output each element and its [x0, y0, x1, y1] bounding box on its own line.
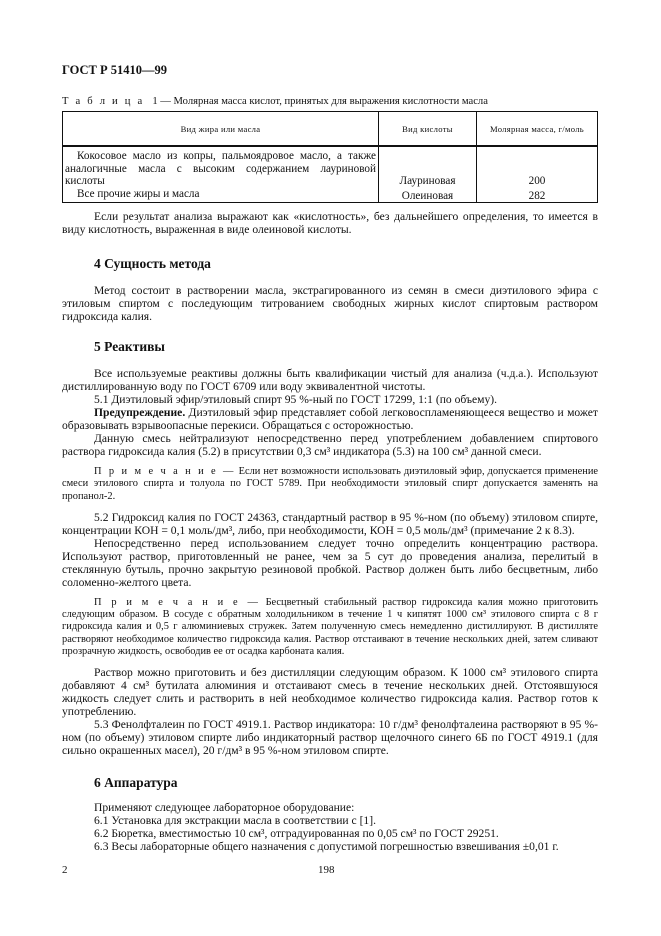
apparatus-intro: Применяют следующее лабораторное оборудование:	[94, 801, 355, 815]
paragraph-acidity: Если результат анализа выражают как «кислотность», без дальнейшего определения, то имеется в виду кислотность, выраженная в виде олеиновой кислоты.	[62, 210, 598, 236]
cell-fat: Все прочие жиры и масла	[63, 188, 379, 203]
page-number-left: 2	[62, 864, 68, 877]
note-label: П р и м е ч а н и е —	[94, 466, 236, 477]
clause-5-2: 5.2 Гидроксид калия по ГОСТ 24363, стандартный раствор в 95 %-ном (по объему) этиловом спирте, концентрации КОН = 0,1 моль/дм³, либо, при необходимости, КОН = 0,5 моль/дм³ (примечание 2 к 8.3).	[62, 510, 598, 537]
cell-acid: Лауриновая	[379, 146, 477, 188]
clause-5-1: 5.1 Диэтиловый эфир/этиловый спирт 95 %-ный по ГОСТ 17299, 1:1 (по объему).	[94, 393, 498, 406]
col-header-fat: Вид жира или масла	[63, 112, 379, 147]
table-row	[63, 146, 598, 188]
document-header: ГОСТ Р 51410—99	[62, 63, 168, 77]
paragraph-no-distillation: Раствор можно приготовить и без дистилляции следующим образом. К 1000 см³ этилового спирта добавляют 4 см³ бутилата алюминия и отстаивают смесь в течение нескольких дней. Отстоявшуюся жидкость следует слить и растворить в ней необходимое количество гидроксида калия. Раствор готов к употреблению.	[62, 666, 598, 719]
cell-mass: 282	[477, 188, 598, 203]
table-caption-text: 1 — Молярная масса кислот, принятых для выражения кислотности масла	[152, 96, 488, 107]
clause-6-3: 6.3 Весы лабораторные общего назначения с допустимой погрешностью взвешивания ±0,01 г.	[94, 840, 559, 854]
table-caption	[62, 95, 598, 108]
warning-paragraph	[62, 406, 598, 432]
note-2	[62, 597, 598, 658]
cell-fat: Кокосовое масло из копры, пальмоядровое масло, а также аналогичные масла с высоким содержанием лауриновой кислоты	[63, 146, 379, 188]
note-label: П р и м е ч а н и е —	[94, 596, 261, 608]
table-caption-prefix: Т а б л и ц а	[62, 96, 145, 107]
col-header-acid: Вид кислоты	[379, 112, 477, 147]
note-text: Если нет возможности использовать диэтиловый эфир, допускается применение смеси этилового спирта и толуола по ГОСТ 5789. При необходимости этиловый спирт допускается заменять на пропанол-2.	[62, 466, 598, 502]
cell-mass: 200	[477, 146, 598, 188]
clause-5-3: 5.3 Фенолфталеин по ГОСТ 4919.1. Раствор индикатора: 10 г/дм³ фенолфталеина растворяют в 95 %-ном (по объему) этиловом спирте либо индикаторный раствор щелочного синего 6Б по ГОСТ 4919.1 (для сильно окрашенных масел), 20 г/дм³ в 95 %-ном этиловом спирте.	[62, 718, 598, 758]
col-header-mass: Молярная масса, г/моль	[477, 112, 598, 147]
section-5-heading: 5 Реактивы	[94, 339, 165, 354]
clause-6-1: 6.1 Установка для экстракции масла в соответствии с [1].	[94, 814, 376, 828]
warning-text: Диэтиловый эфир представляет собой легковоспламеняющееся вещество и может образовывать взрывоопасные перекиси. Обращаться с осторожностью.	[62, 406, 598, 432]
note-1	[62, 466, 598, 503]
clause-5-2-continued: Непосредственно перед использованием следует точно определить концентрацию раствора. Используют раствор, приготовленный не ранее, чем за 5 сут до проведения анализа, перелитый в стеклянную бутыль, прочно закрытую резиновой пробкой. Раствор должен быть либо бесцветным, либо соломенно-желтого цвета.	[62, 536, 598, 589]
table-row	[63, 188, 598, 203]
section-4-heading: 4 Сущность метода	[94, 256, 211, 271]
cell-acid: Олеиновая	[379, 188, 477, 203]
warning-label: Предупреждение.	[94, 406, 186, 419]
neutralization-paragraph: Данную смесь нейтрализуют непосредственно перед употреблением добавлением спиртового раствора гидроксида калия (5.2) в присутствии 0,3 см³ индикатора (5.3) на 100 см³ данной смеси.	[62, 432, 598, 458]
section-5-intro: Все используемые реактивы должны быть квалификации чистый для анализа (ч.д.а.). Используют дистиллированную воду по ГОСТ 6709 или воду эквивалентной чистоты.	[62, 367, 598, 393]
clause-6-2: 6.2 Бюретка, вместимостью 10 см³, отградуированная по 0,05 см³ по ГОСТ 29251.	[94, 827, 499, 841]
section-6-heading: 6 Аппаратура	[94, 775, 178, 791]
molar-mass-table	[62, 111, 598, 203]
page-number-center: 198	[318, 864, 335, 877]
table-header-row	[63, 112, 598, 147]
note-text: Бесцветный стабильный раствор гидроксида калия можно приготовить следующим образом. В сосуде с обратным холодильником в течение 1 ч кипятят 1000 см³ этилового спирта с 8 г гидроксида калия и 0,5 г алюминиевых стружек. Затем полученную смесь немедленно дистиллируют. В дистилляте растворяют необходимое количество гидроксида калия. Раствор отстаивают в течение нескольких дней, затем сливают прозрачную жидкость, освободив ее от осадка карбоната калия.	[62, 596, 598, 658]
section-4-text: Метод состоит в растворении масла, экстрагированного из семян в смеси диэтилового эфира с этиловым спиртом с последующим титрованием свободных жирных кислот спиртовым раствором гидроксида калия.	[62, 284, 598, 323]
page-footer	[62, 863, 598, 877]
